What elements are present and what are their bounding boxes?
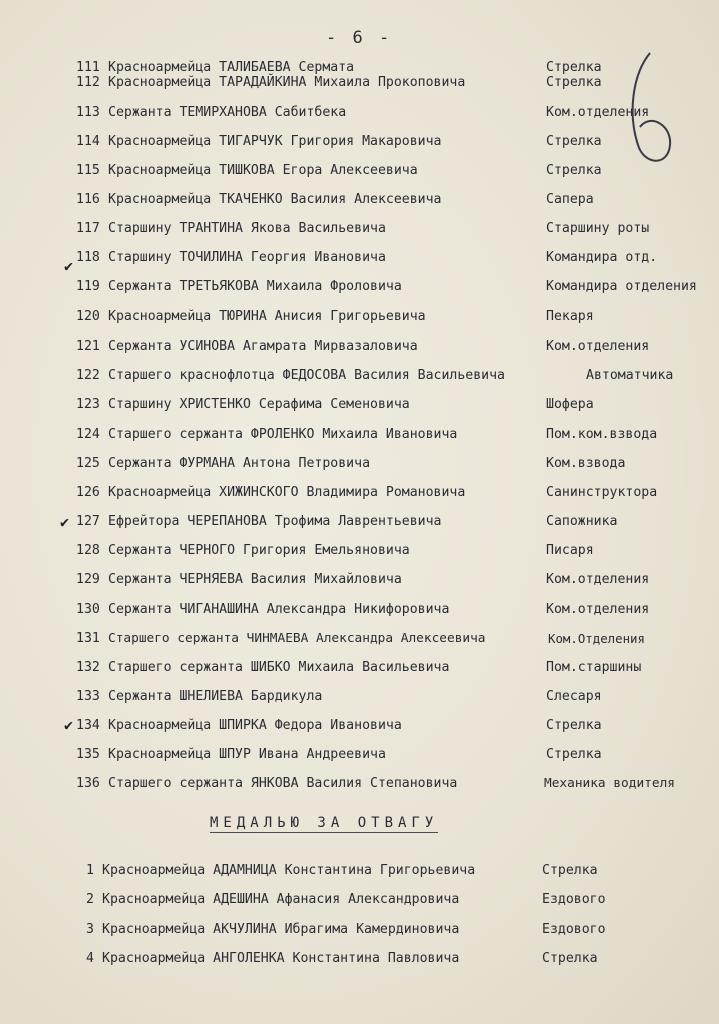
check-mark-icon: ✔	[60, 513, 70, 531]
list-row	[0, 309, 719, 331]
row-number: 112	[76, 75, 100, 90]
row-name: Сержанта ТЕМИРХАНОВА Сабитбека	[108, 105, 347, 120]
list-row	[0, 134, 719, 156]
list-row	[0, 689, 719, 711]
row-position: Стрелка	[546, 134, 602, 149]
row-position: Стрелка	[546, 718, 602, 733]
row-name: Красноармейца ТИГАРЧУК Григория Макаровича	[108, 134, 442, 149]
row-name: Красноармейца ТКАЧЕНКО Василия Алексеевича	[108, 192, 442, 207]
list-row	[0, 250, 719, 272]
row-position: Ком.взвода	[546, 456, 626, 471]
list-row	[0, 543, 719, 565]
row-number: 123	[76, 397, 100, 412]
row-name: Сержанта ФУРМАНА Антона Петровича	[108, 456, 371, 471]
row-number: 128	[76, 543, 100, 558]
row-name: Красноармейца ТИШКОВА Егора Алексеевича	[108, 163, 418, 178]
medal-row	[0, 922, 719, 944]
row-name: Ефрейтора ЧЕРЕПАНОВА Трофима Лаврентьевича	[108, 514, 442, 529]
row-name: Красноармейца ШПИРКА Федора Ивановича	[108, 718, 402, 733]
row-position: Ездового	[542, 892, 606, 907]
list-row	[0, 456, 719, 478]
row-name: Красноармейца ХИЖИНСКОГО Владимира Романовича	[108, 485, 466, 500]
row-name: Сержанта ШНЕЛИЕВА Бардикула	[108, 689, 323, 704]
list-row	[0, 279, 719, 301]
list-row	[0, 427, 719, 449]
check-mark-icon: ✔	[64, 716, 74, 734]
row-name: Красноармейца ТЮРИНА Анисия Григорьевича	[108, 309, 426, 324]
row-position: Шофера	[546, 397, 594, 412]
list-row	[0, 105, 719, 127]
row-name: Красноармейца АКЧУЛИНА Ибрагима Камердиновича	[102, 922, 460, 937]
list-row	[0, 368, 719, 390]
row-name: Старшего сержанта ЯНКОВА Василия Степановича	[108, 776, 458, 791]
list-row	[0, 776, 719, 798]
row-name: Старшего сержанта ШИБКО Михаила Васильевича	[108, 660, 450, 675]
row-position: Старшину роты	[546, 221, 650, 236]
row-name: Старшего краснофлотца ФЕДОСОВА Василия Васильевича	[108, 368, 505, 383]
row-position: Писаря	[546, 543, 594, 558]
row-position: Пом.ком.взвода	[546, 427, 658, 442]
row-number: 118	[76, 250, 100, 265]
list-row	[0, 718, 719, 740]
row-number: 131	[76, 631, 100, 646]
list-row	[0, 572, 719, 594]
row-position: Стрелка	[546, 75, 602, 90]
row-number: 120	[76, 309, 100, 324]
row-number: 2	[86, 892, 94, 907]
row-number: 1	[86, 863, 94, 878]
check-mark-icon: ✔	[64, 257, 74, 275]
row-number: 130	[76, 602, 100, 617]
row-name: Сержанта ЧЕРНЯЕВА Василия Михайловича	[108, 572, 402, 587]
row-position: Ком.отделения	[546, 572, 650, 587]
row-name: Сержанта ЧИГАНАШИНА Александра Никифоровича	[108, 602, 450, 617]
row-number: 132	[76, 660, 100, 675]
list-row	[0, 660, 719, 682]
row-name: Сержанта ЧЕРНОГО Григория Емельяновича	[108, 543, 410, 558]
row-position: Автоматчика	[586, 368, 674, 383]
row-number: 4	[86, 951, 94, 966]
row-name: Старшего сержанта ЧИНМАЕВА Александра Алексеевича	[108, 631, 486, 646]
medal-row	[0, 951, 719, 973]
row-number: 126	[76, 485, 100, 500]
row-name: Старшину ТОЧИЛИНА Георгия Ивановича	[108, 250, 386, 265]
row-position: Ездового	[542, 922, 606, 937]
row-number: 3	[86, 922, 94, 937]
list-row	[0, 602, 719, 624]
row-position: Слесаря	[546, 689, 602, 704]
row-position: Стрелка	[546, 163, 602, 178]
row-number: 116	[76, 192, 100, 207]
row-position: Ком.Отделения	[548, 631, 645, 646]
row-number: 134	[76, 718, 100, 733]
list-row	[0, 192, 719, 214]
row-position: Командира отделения	[546, 279, 697, 294]
row-position: Пом.старшины	[546, 660, 642, 675]
row-number: 111	[76, 60, 100, 75]
row-position: Пекаря	[546, 309, 594, 324]
row-number: 117	[76, 221, 100, 236]
medal-heading: МЕДАЛЬЮ ЗА ОТВАГУ	[210, 815, 439, 831]
row-number: 121	[76, 339, 100, 354]
row-number: 114	[76, 134, 100, 149]
row-name: Красноармейца АНГОЛЕНКА Константина Павловича	[102, 951, 460, 966]
row-position: Ком.отделения	[546, 339, 650, 354]
row-name: Красноармейца АДАМНИЦА Константина Григорьевича	[102, 863, 476, 878]
row-position: Стрелка	[546, 747, 602, 762]
row-number: 129	[76, 572, 100, 587]
list-row	[0, 339, 719, 361]
list-row	[0, 397, 719, 419]
row-number: 119	[76, 279, 100, 294]
medal-row	[0, 892, 719, 914]
row-position: Механика водителя	[544, 776, 675, 791]
row-name: Красноармейца ТАЛИБАЕВА Сермата	[108, 60, 355, 75]
row-name: Красноармейца ШПУР Ивана Андреевича	[108, 747, 386, 762]
row-position: Ком.отделения	[546, 105, 650, 120]
list-row	[0, 75, 719, 97]
list-row	[0, 221, 719, 243]
row-position: Ком.отделения	[546, 602, 650, 617]
row-position: Стрелка	[546, 60, 602, 75]
row-name: Сержанта ТРЕТЬЯКОВА Михаила Фроловича	[108, 279, 402, 294]
row-number: 136	[76, 776, 100, 791]
row-number: 113	[76, 105, 100, 120]
list-row	[0, 631, 719, 653]
row-name: Сержанта УСИНОВА Агамрата Мирвазаловича	[108, 339, 418, 354]
row-number: 135	[76, 747, 100, 762]
list-row	[0, 163, 719, 185]
list-row	[0, 514, 719, 536]
row-number: 127	[76, 514, 100, 529]
row-name: Красноармейца АДЕШИНА Афанасия Александровича	[102, 892, 460, 907]
list-row	[0, 485, 719, 507]
row-position: Стрелка	[542, 951, 598, 966]
row-position: Санинструктора	[546, 485, 658, 500]
page-number: - 6 -	[326, 28, 393, 48]
row-name: Старшину ТРАНТИНА Якова Васильевича	[108, 221, 386, 236]
row-position: Командира отд.	[546, 250, 658, 265]
row-number: 133	[76, 689, 100, 704]
row-name: Красноармейца ТАРАДАЙКИНА Михаила Прокоповича	[108, 75, 466, 90]
row-name: Старшего сержанта ФРОЛЕНКО Михаила Ивановича	[108, 427, 458, 442]
list-row	[0, 747, 719, 769]
row-number: 125	[76, 456, 100, 471]
row-number: 115	[76, 163, 100, 178]
row-number: 122	[76, 368, 100, 383]
medal-row	[0, 863, 719, 885]
row-position: Сапера	[546, 192, 594, 207]
row-position: Стрелка	[542, 863, 598, 878]
row-number: 124	[76, 427, 100, 442]
row-name: Старшину ХРИСТЕНКО Серафима Семеновича	[108, 397, 410, 412]
row-position: Сапожника	[546, 514, 618, 529]
